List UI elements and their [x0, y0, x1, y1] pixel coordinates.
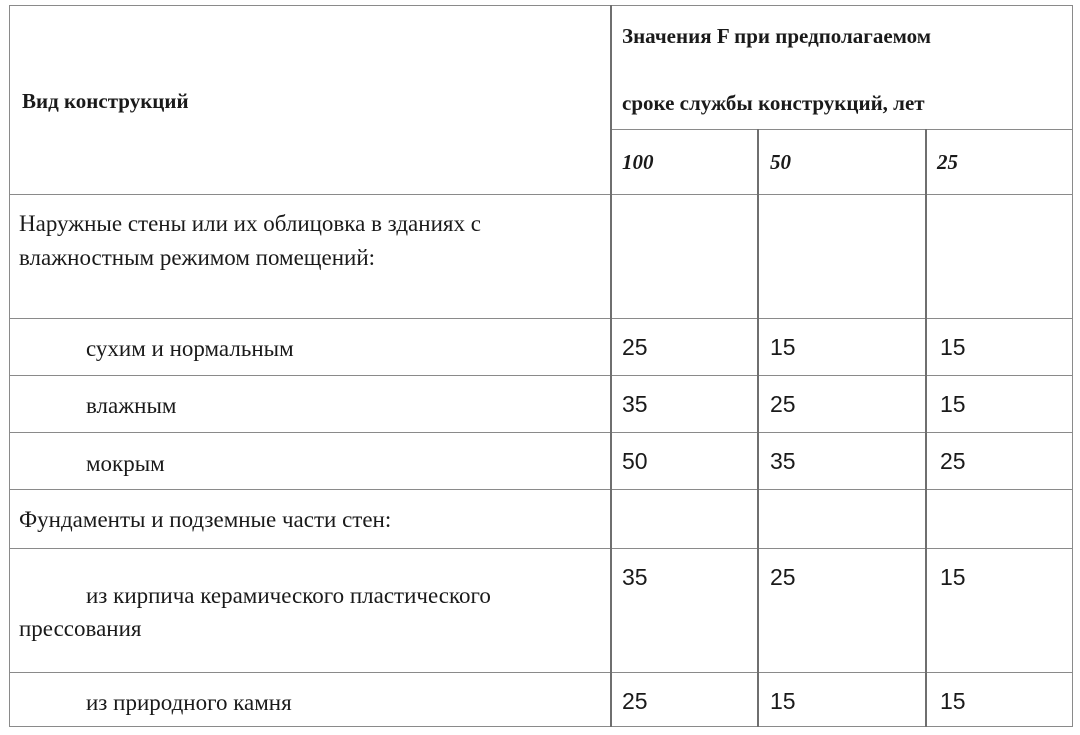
- row-label: из природного камня: [86, 690, 292, 715]
- rule-col-50: [925, 129, 927, 727]
- rule-group-header: [611, 129, 1073, 130]
- row-label: Фундаменты и подземные части стен:: [19, 507, 392, 532]
- row-label-line-1: Наружные стены или их облицовка в зданиях с: [19, 211, 481, 236]
- row-value-50: 35: [770, 448, 796, 474]
- row-value-100: 50: [622, 448, 648, 474]
- row-label-line-1: из кирпича керамического пластического: [86, 583, 491, 608]
- row-label: сухим и нормальным: [86, 336, 294, 361]
- row-label-line-2: прессования: [19, 616, 142, 641]
- rule-row-6: [9, 672, 1073, 673]
- rule-col-type: [610, 5, 612, 727]
- row-label: мокрым: [86, 451, 165, 476]
- row-value-100: 25: [622, 688, 648, 714]
- row-value-25: 25: [940, 448, 966, 474]
- rule-row-3: [9, 432, 1073, 433]
- row-value-100: 25: [622, 334, 648, 360]
- header-group-line-1: Значения F при предполагаемом: [622, 24, 932, 48]
- header-year-25: 25: [937, 150, 958, 174]
- row-value-25: 15: [940, 564, 966, 590]
- header-year-100: 100: [622, 150, 654, 174]
- rule-row-4: [9, 489, 1073, 490]
- header-group-line-2: сроке службы конструкций, лет: [622, 91, 925, 115]
- row-value-25: 15: [940, 334, 966, 360]
- header-year-50: 50: [770, 150, 791, 174]
- row-value-50: 25: [770, 564, 796, 590]
- rule-row-2: [9, 375, 1073, 376]
- rule-row-1: [9, 318, 1073, 319]
- row-value-100: 35: [622, 564, 648, 590]
- row-label: влажным: [86, 393, 177, 418]
- header-col-type: Вид конструкций: [22, 89, 189, 113]
- row-value-50: 15: [770, 688, 796, 714]
- row-label-line-2: влажностным режимом помещений:: [19, 245, 376, 270]
- row-value-100: 35: [622, 391, 648, 417]
- row-value-25: 15: [940, 688, 966, 714]
- rule-row-5: [9, 548, 1073, 549]
- row-value-50: 15: [770, 334, 796, 360]
- rule-col-100: [757, 129, 759, 727]
- row-value-50: 25: [770, 391, 796, 417]
- row-value-25: 15: [940, 391, 966, 417]
- rule-header-bottom: [9, 194, 1073, 195]
